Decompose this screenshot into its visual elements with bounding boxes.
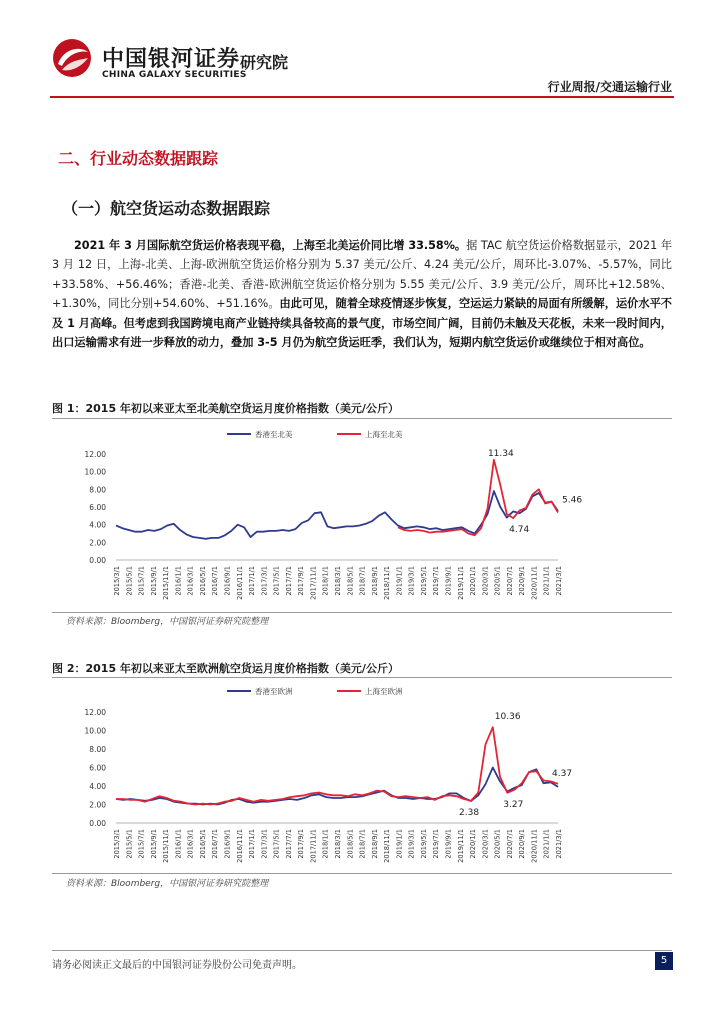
- figure-2-bottom-rule: [52, 873, 672, 874]
- x-tick-label: 2018/11/1: [383, 829, 392, 863]
- x-tick-label: 2016/1/1: [174, 829, 183, 859]
- x-tick-label: 2021/3/1: [555, 566, 563, 596]
- logo-company-name: 中国银河证券: [102, 47, 241, 72]
- x-tick-label: 2016/3/1: [186, 829, 195, 859]
- data-annotation: 3.27: [503, 799, 524, 810]
- report-type: 行业周报/交通运输行业: [547, 80, 672, 94]
- x-tick-label: 2017/11/1: [309, 566, 318, 600]
- x-tick-label: 2021/1/1: [542, 829, 551, 859]
- x-tick-label: 2015/7/1: [137, 566, 146, 596]
- figure-1-title: 图 1：2015 年初以来亚太至北美航空货运月度价格指数（美元/公斤）: [52, 402, 399, 415]
- x-tick-label: 2017/9/1: [297, 829, 306, 859]
- x-tick-label: 2020/1/1: [469, 829, 478, 859]
- y-tick-label: 12.00: [84, 708, 106, 717]
- y-tick-label: 8.00: [89, 745, 106, 754]
- x-tick-label: 2017/1/1: [248, 566, 257, 596]
- logo-institute: 研究院: [240, 53, 289, 72]
- x-tick-label: 2020/3/1: [481, 829, 490, 859]
- x-tick-label: 2020/7/1: [505, 566, 514, 596]
- x-tick-label: 2018/7/1: [358, 566, 367, 596]
- y-tick-label: 2.00: [89, 800, 106, 810]
- y-tick-label: 8.00: [89, 485, 106, 495]
- subsection-title: （一）航空货运动态数据跟踪: [62, 199, 271, 218]
- x-tick-label: 2020/5/1: [493, 829, 502, 859]
- x-tick-label: 2016/9/1: [223, 566, 232, 596]
- legend-label-0: 香港至欧洲: [255, 687, 293, 696]
- data-annotation: 4.37: [552, 768, 573, 779]
- x-tick-label: 2019/7/1: [432, 829, 441, 859]
- data-annotation: 10.36: [494, 712, 521, 723]
- paragraph-body: 据 TAC 航空货运价格数据显示，2021 年 3 月 12 日，上海-北美、上海-欧洲航空货运价格分别为 5.37 美元/公斤、4.24 美元/公斤，周环比-3.07%、-5.57%，同比+33.58%、+56.46%；香港-北美、香港-欧洲航空货运价格分别为 5.55 美元/公斤、3.9 美元/公斤，周环比+12.58%、+1.30%，同比分别+54.60%、+51.16%。: [52, 239, 673, 311]
- y-tick-label: 10.00: [84, 467, 106, 477]
- series-line-0: [116, 768, 558, 805]
- x-tick-label: 2015/11/1: [162, 829, 171, 863]
- x-tick-label: 2016/11/1: [235, 829, 244, 863]
- legend-label-1: 上海至北美: [365, 430, 403, 439]
- figure-1-top-rule: [52, 418, 672, 419]
- x-tick-label: 2018/7/1: [358, 829, 367, 859]
- legend-label-1: 上海至欧洲: [365, 687, 403, 696]
- y-tick-label: 10.00: [84, 726, 106, 736]
- x-tick-label: 2021/3/1: [555, 829, 563, 859]
- x-tick-label: 2017/9/1: [297, 566, 306, 596]
- x-tick-label: 2020/1/1: [469, 566, 478, 596]
- figure-2-title: 图 2：2015 年初以来亚太至欧洲航空货运月度价格指数（美元/公斤）: [52, 662, 399, 675]
- y-tick-label: 6.00: [89, 763, 106, 773]
- data-annotation: 11.34: [487, 448, 514, 459]
- x-tick-label: 2016/11/1: [235, 566, 244, 600]
- x-tick-label: 2020/7/1: [505, 829, 514, 859]
- x-tick-label: 2015/5/1: [125, 566, 134, 596]
- x-tick-label: 2015/9/1: [149, 566, 158, 596]
- x-tick-label: 2016/9/1: [223, 829, 232, 859]
- x-tick-label: 2015/11/1: [162, 566, 171, 600]
- figure-1-chart: [52, 420, 672, 612]
- x-tick-label: 2019/1/1: [395, 566, 404, 596]
- galaxy-logo-icon: [50, 38, 94, 78]
- x-tick-label: 2016/5/1: [198, 566, 207, 596]
- data-annotation: 2.38: [459, 807, 480, 818]
- x-tick-label: 2018/9/1: [370, 566, 379, 596]
- figure-2-chart: [52, 679, 672, 873]
- x-tick-label: 2015/3/1: [113, 829, 121, 859]
- x-tick-label: 2016/7/1: [211, 566, 220, 596]
- x-tick-label: 2019/1/1: [395, 829, 404, 859]
- figure-2-source: 资料来源：Bloomberg，中国银河证券研究院整理: [66, 879, 269, 889]
- x-tick-label: 2018/9/1: [370, 829, 379, 859]
- x-tick-label: 2018/1/1: [321, 566, 330, 596]
- x-tick-label: 2018/1/1: [321, 829, 330, 859]
- x-tick-label: 2018/3/1: [334, 566, 342, 596]
- y-tick-label: 6.00: [89, 503, 106, 512]
- x-tick-label: 2018/5/1: [346, 829, 355, 859]
- y-tick-label: 4.00: [89, 520, 106, 530]
- x-tick-label: 2015/3/1: [113, 566, 121, 596]
- x-tick-label: 2019/5/1: [419, 829, 428, 859]
- paragraph-conclusion: 由此可见，随着全球疫情逐步恢复，空运运力紧缺的局面有所缓解，运价水平不及 1 月高峰。但考虑到我国跨境电商产业链持续具备较高的景气度，市场空间广阔，目前仍未触及天花板，未来一段时间内，出口运输需求有进一步释放的动力，叠加 3-5 月仍为航空货运旺季，我们认为，短期内航空货运价或继续位于相对高位。: [52, 297, 672, 350]
- header-divider: [50, 96, 674, 98]
- series-line-1: [398, 460, 558, 536]
- y-tick-label: 4.00: [89, 782, 106, 791]
- section-title: 二、行业动态数据跟踪: [58, 149, 219, 168]
- footer-disclaimer: 请务必阅读正文最后的中国银河证券股份公司免责声明。: [52, 960, 302, 971]
- x-tick-label: 2020/9/1: [518, 566, 527, 596]
- x-tick-label: 2016/7/1: [211, 829, 220, 859]
- x-tick-label: 2020/11/1: [530, 566, 539, 600]
- data-annotation: 4.74: [509, 525, 530, 536]
- figure-1-bottom-rule: [52, 612, 672, 613]
- x-tick-label: 2016/5/1: [198, 829, 207, 859]
- x-tick-label: 2019/7/1: [432, 566, 441, 596]
- legend-label-0: 香港至北美: [255, 430, 293, 439]
- footer-divider: [52, 950, 672, 951]
- x-tick-label: 2017/5/1: [272, 566, 281, 596]
- figure-1-source: 资料来源：Bloomberg，中国银河证券研究院整理: [66, 617, 269, 627]
- y-tick-label: 0.00: [89, 556, 106, 565]
- x-tick-label: 2017/7/1: [284, 566, 293, 596]
- y-tick-label: 12.00: [84, 450, 106, 459]
- x-tick-label: 2019/11/1: [456, 566, 465, 600]
- x-tick-label: 2019/3/1: [407, 829, 416, 859]
- x-tick-label: 2018/11/1: [383, 566, 392, 600]
- x-tick-label: 2017/3/1: [260, 566, 269, 596]
- x-tick-label: 2015/9/1: [149, 829, 158, 859]
- x-tick-label: 2018/3/1: [334, 829, 342, 859]
- x-tick-label: 2017/11/1: [309, 829, 318, 863]
- paragraph-lead: 2021 年 3 月国际航空货运价格表现平稳，上海至北美运价同比增 33.58%。: [74, 239, 467, 252]
- series-line-0: [116, 491, 558, 539]
- x-tick-label: 2019/9/1: [444, 566, 453, 596]
- x-tick-label: 2019/11/1: [456, 829, 465, 863]
- x-tick-label: 2016/3/1: [186, 566, 195, 596]
- x-tick-label: 2020/3/1: [481, 566, 490, 596]
- body-paragraph: [52, 236, 672, 352]
- x-tick-label: 2015/5/1: [125, 829, 134, 859]
- x-tick-label: 2018/5/1: [346, 566, 355, 596]
- x-tick-label: 2021/1/1: [542, 566, 551, 596]
- x-tick-label: 2017/3/1: [260, 829, 269, 859]
- x-tick-label: 2017/7/1: [284, 829, 293, 859]
- x-tick-label: 2020/5/1: [493, 566, 502, 596]
- x-tick-label: 2020/9/1: [518, 829, 527, 859]
- y-tick-label: 0.00: [89, 819, 106, 828]
- x-tick-label: 2019/3/1: [407, 566, 416, 596]
- y-tick-label: 2.00: [89, 538, 106, 548]
- figure-2-top-rule: [52, 677, 672, 678]
- series-line-1: [116, 727, 558, 804]
- x-tick-label: 2020/11/1: [530, 829, 539, 863]
- logo-english-name: CHINA GALAXY SECURITIES: [102, 70, 247, 80]
- x-tick-label: 2017/5/1: [272, 829, 281, 859]
- x-tick-label: 2017/1/1: [248, 829, 257, 859]
- data-annotation: 5.46: [562, 495, 583, 506]
- x-tick-label: 2016/1/1: [174, 566, 183, 596]
- x-tick-label: 2019/9/1: [444, 829, 453, 859]
- x-tick-label: 2019/5/1: [419, 566, 428, 596]
- x-tick-label: 2015/7/1: [137, 829, 146, 859]
- page-number: 5: [655, 952, 673, 970]
